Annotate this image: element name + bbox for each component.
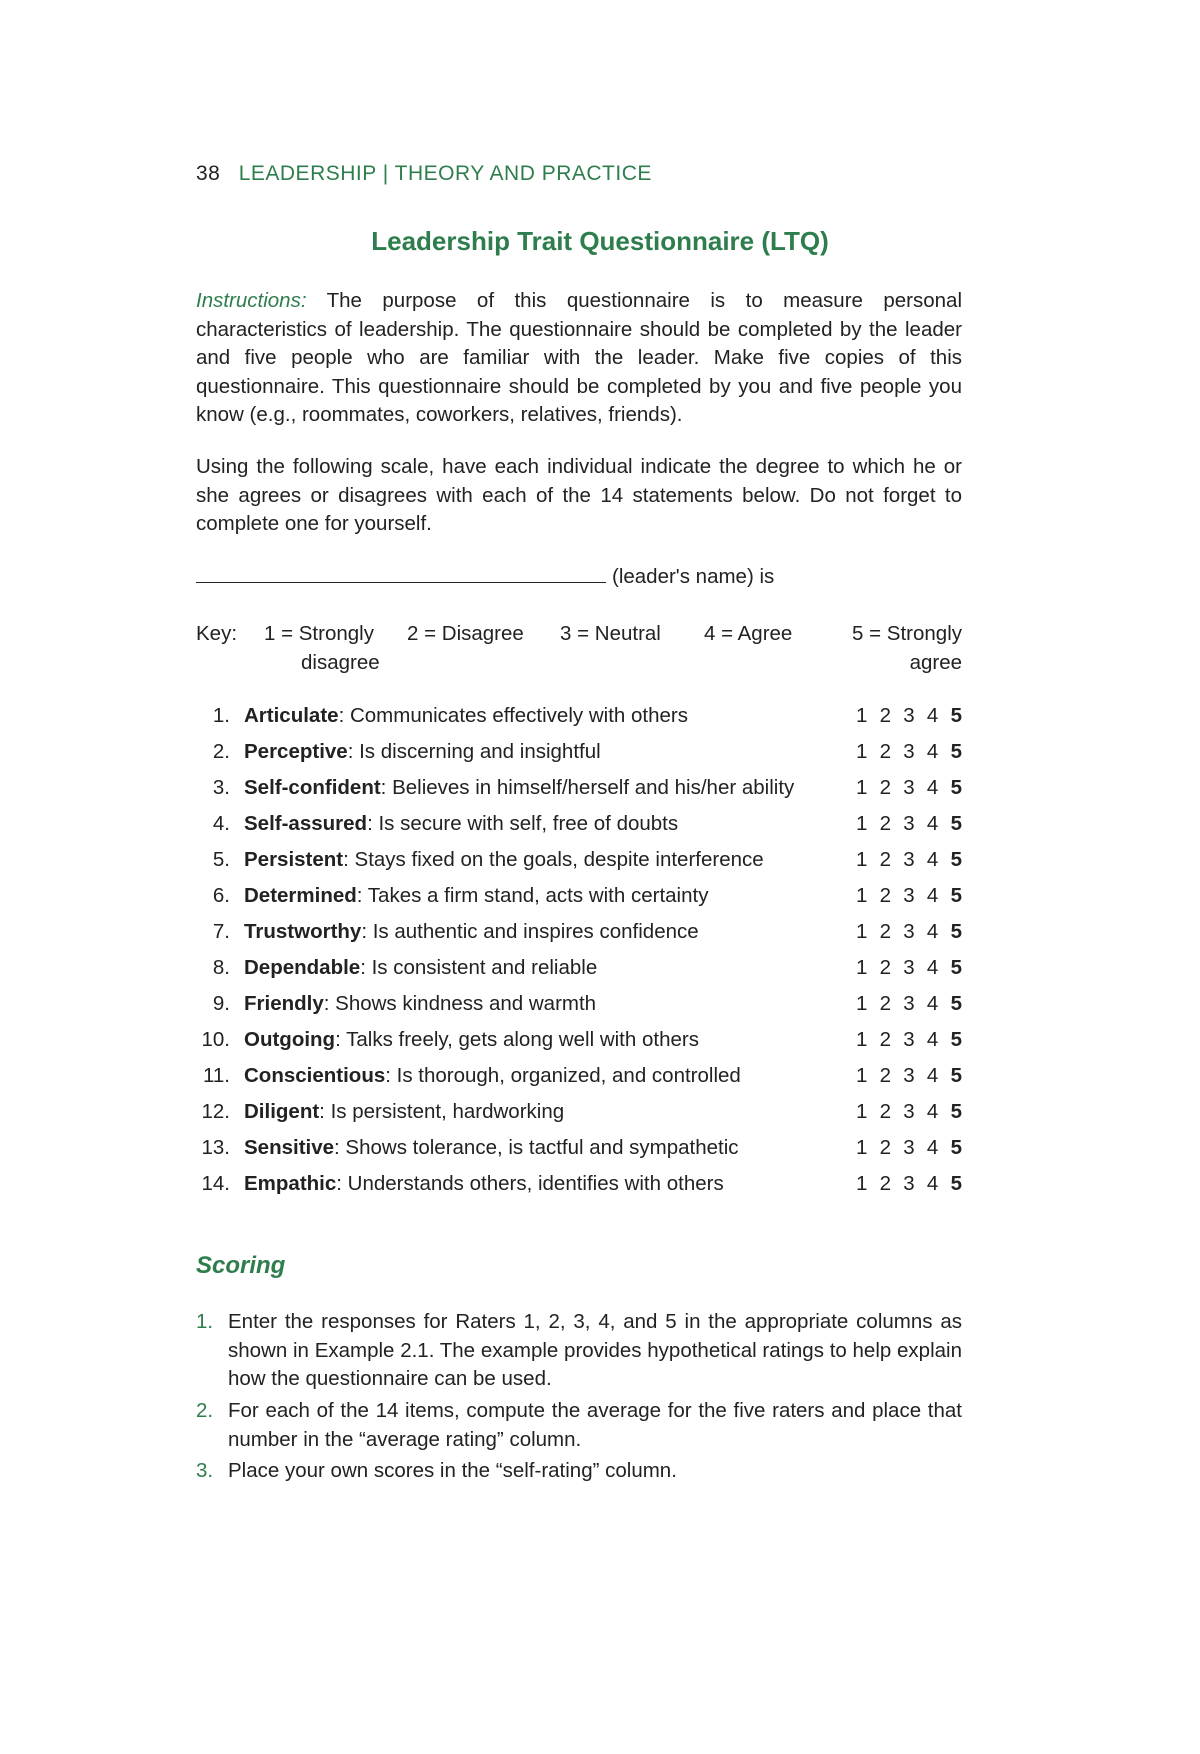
key-item-5: 5 = Strongly: [852, 622, 962, 645]
rating-scale[interactable]: [856, 1028, 962, 1052]
item-trait: Persistent: [244, 848, 344, 871]
rating-option-3[interactable]: 3: [903, 1064, 915, 1087]
rating-option-3[interactable]: 3: [903, 992, 915, 1015]
rating-option-2[interactable]: 2: [879, 776, 892, 799]
item-number: 8.: [212, 956, 230, 979]
rating-scale[interactable]: [856, 776, 962, 800]
key-item-4: 4 = Agree: [704, 622, 793, 645]
rating-option-5[interactable]: 5: [950, 704, 962, 727]
item-description: : Is persistent, hardworking: [319, 1100, 565, 1123]
step-text: Place your own scores in the “self-rating” column.: [228, 1459, 677, 1482]
item-description: : Is thorough, organized, and controlled: [385, 1064, 741, 1087]
rating-option-3[interactable]: 3: [903, 956, 915, 979]
list-item: [196, 740, 962, 776]
rating-option-3[interactable]: 3: [903, 920, 915, 943]
rating-option-4[interactable]: 4: [926, 1064, 939, 1087]
rating-option-3[interactable]: 3: [903, 704, 915, 727]
rating-option-5[interactable]: 5: [950, 776, 962, 799]
list-item: [196, 776, 962, 812]
rating-option-1[interactable]: 1: [856, 812, 868, 835]
rating-option-3[interactable]: 3: [903, 812, 915, 835]
item-number: 7.: [212, 920, 230, 943]
item-text: [244, 740, 601, 764]
item-description: : Shows tolerance, is tactful and sympathetic: [334, 1136, 739, 1159]
item-number: 6.: [212, 884, 230, 907]
step-number: 3.: [196, 1459, 214, 1482]
rating-scale[interactable]: [856, 1064, 962, 1088]
running-head: [196, 162, 652, 186]
rating-option-3[interactable]: 3: [903, 776, 915, 799]
rating-option-4[interactable]: 4: [926, 776, 939, 799]
rating-option-2[interactable]: 2: [879, 812, 892, 835]
list-item: [196, 704, 962, 740]
rating-option-3[interactable]: 3: [903, 848, 915, 871]
rating-option-2[interactable]: 2: [879, 1100, 892, 1123]
rating-scale[interactable]: [856, 704, 962, 728]
rating-option-1[interactable]: 1: [856, 956, 868, 979]
rating-option-4[interactable]: 4: [926, 884, 939, 907]
rating-option-5[interactable]: 5: [950, 848, 962, 871]
scoring-step: [196, 1308, 962, 1394]
step-text: For each of the 14 items, compute the average for the five raters and place that number in the “average rating” column.: [228, 1399, 962, 1451]
item-number: 5.: [212, 848, 230, 871]
rating-option-4[interactable]: 4: [926, 956, 939, 979]
item-trait: Perceptive: [244, 740, 348, 763]
rating-option-2[interactable]: 2: [879, 740, 892, 763]
rating-option-4[interactable]: 4: [926, 920, 939, 943]
key-item-2: 2 = Disagree: [407, 622, 524, 645]
rating-option-5[interactable]: 5: [950, 1136, 962, 1159]
rating-option-2[interactable]: 2: [879, 1028, 892, 1051]
rating-option-1[interactable]: 1: [856, 1172, 868, 1195]
rating-option-1[interactable]: 1: [856, 848, 868, 871]
item-description: : Believes in himself/herself and his/her ability: [380, 776, 795, 799]
scale-paragraph: Using the following scale, have each individual indicate the degree to which he or she agrees or disagrees with each of the 14 statements below. Do not forget to complete one for yourself.: [196, 455, 962, 536]
item-text: [244, 1100, 564, 1124]
rating-option-1[interactable]: 1: [856, 704, 868, 727]
step-number: 1.: [196, 1310, 214, 1333]
rating-option-2[interactable]: 2: [879, 1064, 892, 1087]
list-item: [196, 992, 962, 1028]
item-number: 14.: [201, 1172, 230, 1195]
item-number: 11.: [203, 1064, 230, 1087]
rating-scale[interactable]: [856, 884, 962, 908]
instructions-label: Instructions:: [196, 289, 307, 312]
rating-option-3[interactable]: 3: [903, 1136, 915, 1159]
rating-option-4[interactable]: 4: [926, 704, 939, 727]
rating-option-5[interactable]: 5: [950, 884, 962, 907]
rating-option-5[interactable]: 5: [950, 1064, 962, 1087]
rating-option-5[interactable]: 5: [950, 1100, 962, 1123]
rating-option-5[interactable]: 5: [950, 992, 962, 1015]
key-item-1: 1 = Strongly: [264, 622, 374, 645]
rating-option-1[interactable]: 1: [856, 884, 868, 907]
item-text: [244, 956, 597, 980]
step-text: Enter the responses for Raters 1, 2, 3, 4, and 5 in the appropriate columns as shown in Example 2.1. The example provides hypothetical ratings to help explain how the questionnaire can be used.: [228, 1310, 962, 1391]
rating-option-5[interactable]: 5: [950, 812, 962, 835]
item-description: : Takes a firm stand, acts with certainty: [356, 884, 709, 907]
item-trait: Empathic: [244, 1172, 337, 1195]
rating-option-3[interactable]: 3: [903, 884, 915, 907]
rating-option-4[interactable]: 4: [926, 812, 939, 835]
item-text: [244, 884, 708, 908]
step-number: 2.: [196, 1399, 214, 1422]
rating-scale[interactable]: [856, 992, 962, 1016]
item-text: [244, 992, 596, 1016]
rating-option-1[interactable]: 1: [856, 776, 868, 799]
item-description: : Stays fixed on the goals, despite interference: [343, 848, 764, 871]
item-trait: Outgoing: [244, 1028, 336, 1051]
item-text: [244, 1064, 741, 1088]
item-description: : Is authentic and inspires confidence: [361, 920, 699, 943]
item-description: : Talks freely, gets along well with others: [335, 1028, 699, 1051]
rating-option-4[interactable]: 4: [926, 740, 939, 763]
leader-name-line: [196, 565, 774, 589]
item-description: : Is secure with self, free of doubts: [367, 812, 679, 835]
rating-option-5[interactable]: 5: [950, 920, 962, 943]
scoring-heading: Scoring: [196, 1252, 286, 1279]
item-trait: Friendly: [244, 992, 324, 1015]
rating-scale[interactable]: [856, 956, 962, 980]
rating-scale[interactable]: [856, 920, 962, 944]
item-text: [244, 1172, 724, 1196]
scoring-step: [196, 1397, 962, 1454]
item-number: 3.: [212, 776, 230, 799]
rating-option-3[interactable]: 3: [903, 1172, 915, 1195]
item-number: 1.: [212, 704, 230, 727]
item-trait: Sensitive: [244, 1136, 335, 1159]
key-label: Key:: [196, 622, 238, 645]
rating-option-1[interactable]: 1: [856, 1028, 868, 1051]
rating-option-2[interactable]: 2: [879, 992, 892, 1015]
rating-option-5[interactable]: 5: [950, 740, 962, 763]
item-description: : Communicates effectively with others: [338, 704, 688, 727]
rating-option-2[interactable]: 2: [879, 848, 892, 871]
rating-option-5[interactable]: 5: [950, 1028, 962, 1051]
rating-option-3[interactable]: 3: [903, 1028, 915, 1051]
list-item: [196, 956, 962, 992]
instructions-text: The purpose of this questionnaire is to measure personal characteristics of leadership. The questionnaire should be completed by the leader and five people who are familiar with the leader. Make five copies of this questionnaire. This questionnaire should be completed by you and five people you know (e.g., roommates, coworkers, relatives, friends).: [196, 289, 963, 427]
instructions-paragraph: [196, 287, 962, 430]
item-text: [244, 704, 688, 728]
list-item: [196, 884, 962, 920]
page-title: Leadership Trait Questionnaire (LTQ): [371, 226, 829, 256]
item-trait: Articulate: [244, 704, 339, 727]
item-text: [244, 776, 794, 800]
rating-option-4[interactable]: 4: [926, 1172, 939, 1195]
item-number: 2.: [212, 740, 230, 763]
rating-option-4[interactable]: 4: [926, 1136, 939, 1159]
key-sub-disagree: disagree: [301, 651, 380, 674]
list-item: [196, 1136, 962, 1172]
item-number: 10.: [201, 1028, 230, 1051]
item-description: : Shows kindness and warmth: [323, 992, 597, 1015]
rating-option-1[interactable]: 1: [856, 1136, 868, 1159]
list-item: [196, 1064, 962, 1100]
item-number: 9.: [212, 992, 230, 1015]
rating-scale[interactable]: [856, 740, 962, 764]
item-number: 12.: [201, 1100, 230, 1123]
rating-option-4[interactable]: 4: [926, 992, 939, 1015]
item-trait: Trustworthy: [244, 920, 362, 943]
rating-option-2[interactable]: 2: [879, 920, 892, 943]
rating-option-5[interactable]: 5: [950, 1172, 962, 1195]
rating-scale[interactable]: [856, 1172, 962, 1196]
list-item: [196, 920, 962, 956]
item-text: [244, 1028, 699, 1052]
item-trait: Diligent: [244, 1100, 320, 1123]
rating-option-4[interactable]: 4: [926, 1100, 939, 1123]
list-item: [196, 848, 962, 884]
rating-option-1[interactable]: 1: [856, 740, 868, 763]
rating-option-5[interactable]: 5: [950, 956, 962, 979]
rating-option-1[interactable]: 1: [856, 1064, 868, 1087]
rating-scale[interactable]: [856, 812, 962, 836]
item-trait: Determined: [244, 884, 357, 907]
rating-option-3[interactable]: 3: [903, 740, 915, 763]
item-text: [244, 812, 678, 836]
list-item: [196, 812, 962, 848]
rating-option-4[interactable]: 4: [926, 848, 939, 871]
item-description: : Understands others, identifies with others: [336, 1172, 724, 1195]
page-number: 38: [196, 162, 221, 185]
rating-option-1[interactable]: 1: [856, 992, 868, 1015]
rating-option-1[interactable]: 1: [856, 1100, 868, 1123]
running-title: LEADERSHIP | THEORY AND PRACTICE: [238, 162, 652, 185]
item-description: : Is discerning and insightful: [347, 740, 601, 763]
rating-option-2[interactable]: 2: [879, 884, 892, 907]
key-sub-agree: agree: [909, 651, 962, 674]
rating-scale[interactable]: [856, 848, 962, 872]
rating-scale[interactable]: [856, 1100, 962, 1124]
rating-option-3[interactable]: 3: [903, 1100, 915, 1123]
rating-option-2[interactable]: 2: [879, 956, 892, 979]
key-item-3: 3 = Neutral: [560, 622, 661, 645]
item-trait: Self-assured: [244, 812, 368, 835]
item-text: [244, 920, 699, 944]
leader-name-blank: [196, 566, 606, 583]
item-trait: Conscientious: [244, 1064, 386, 1087]
rating-option-4[interactable]: 4: [926, 1028, 939, 1051]
scoring-step: [196, 1457, 962, 1486]
list-item: [196, 1172, 962, 1208]
rating-option-2[interactable]: 2: [879, 1172, 892, 1195]
item-trait: Dependable: [244, 956, 361, 979]
rating-option-2[interactable]: 2: [879, 704, 892, 727]
item-number: 13.: [201, 1136, 230, 1159]
rating-option-2[interactable]: 2: [879, 1136, 892, 1159]
item-text: [244, 848, 764, 872]
rating-option-1[interactable]: 1: [856, 920, 868, 943]
item-trait: Self-confident: [244, 776, 381, 799]
rating-scale[interactable]: [856, 1136, 962, 1160]
list-item: [196, 1028, 962, 1064]
list-item: [196, 1100, 962, 1136]
item-text: [244, 1136, 739, 1160]
item-number: 4.: [212, 812, 230, 835]
item-description: : Is consistent and reliable: [360, 956, 598, 979]
leader-name-suffix: (leader's name) is: [612, 565, 775, 588]
